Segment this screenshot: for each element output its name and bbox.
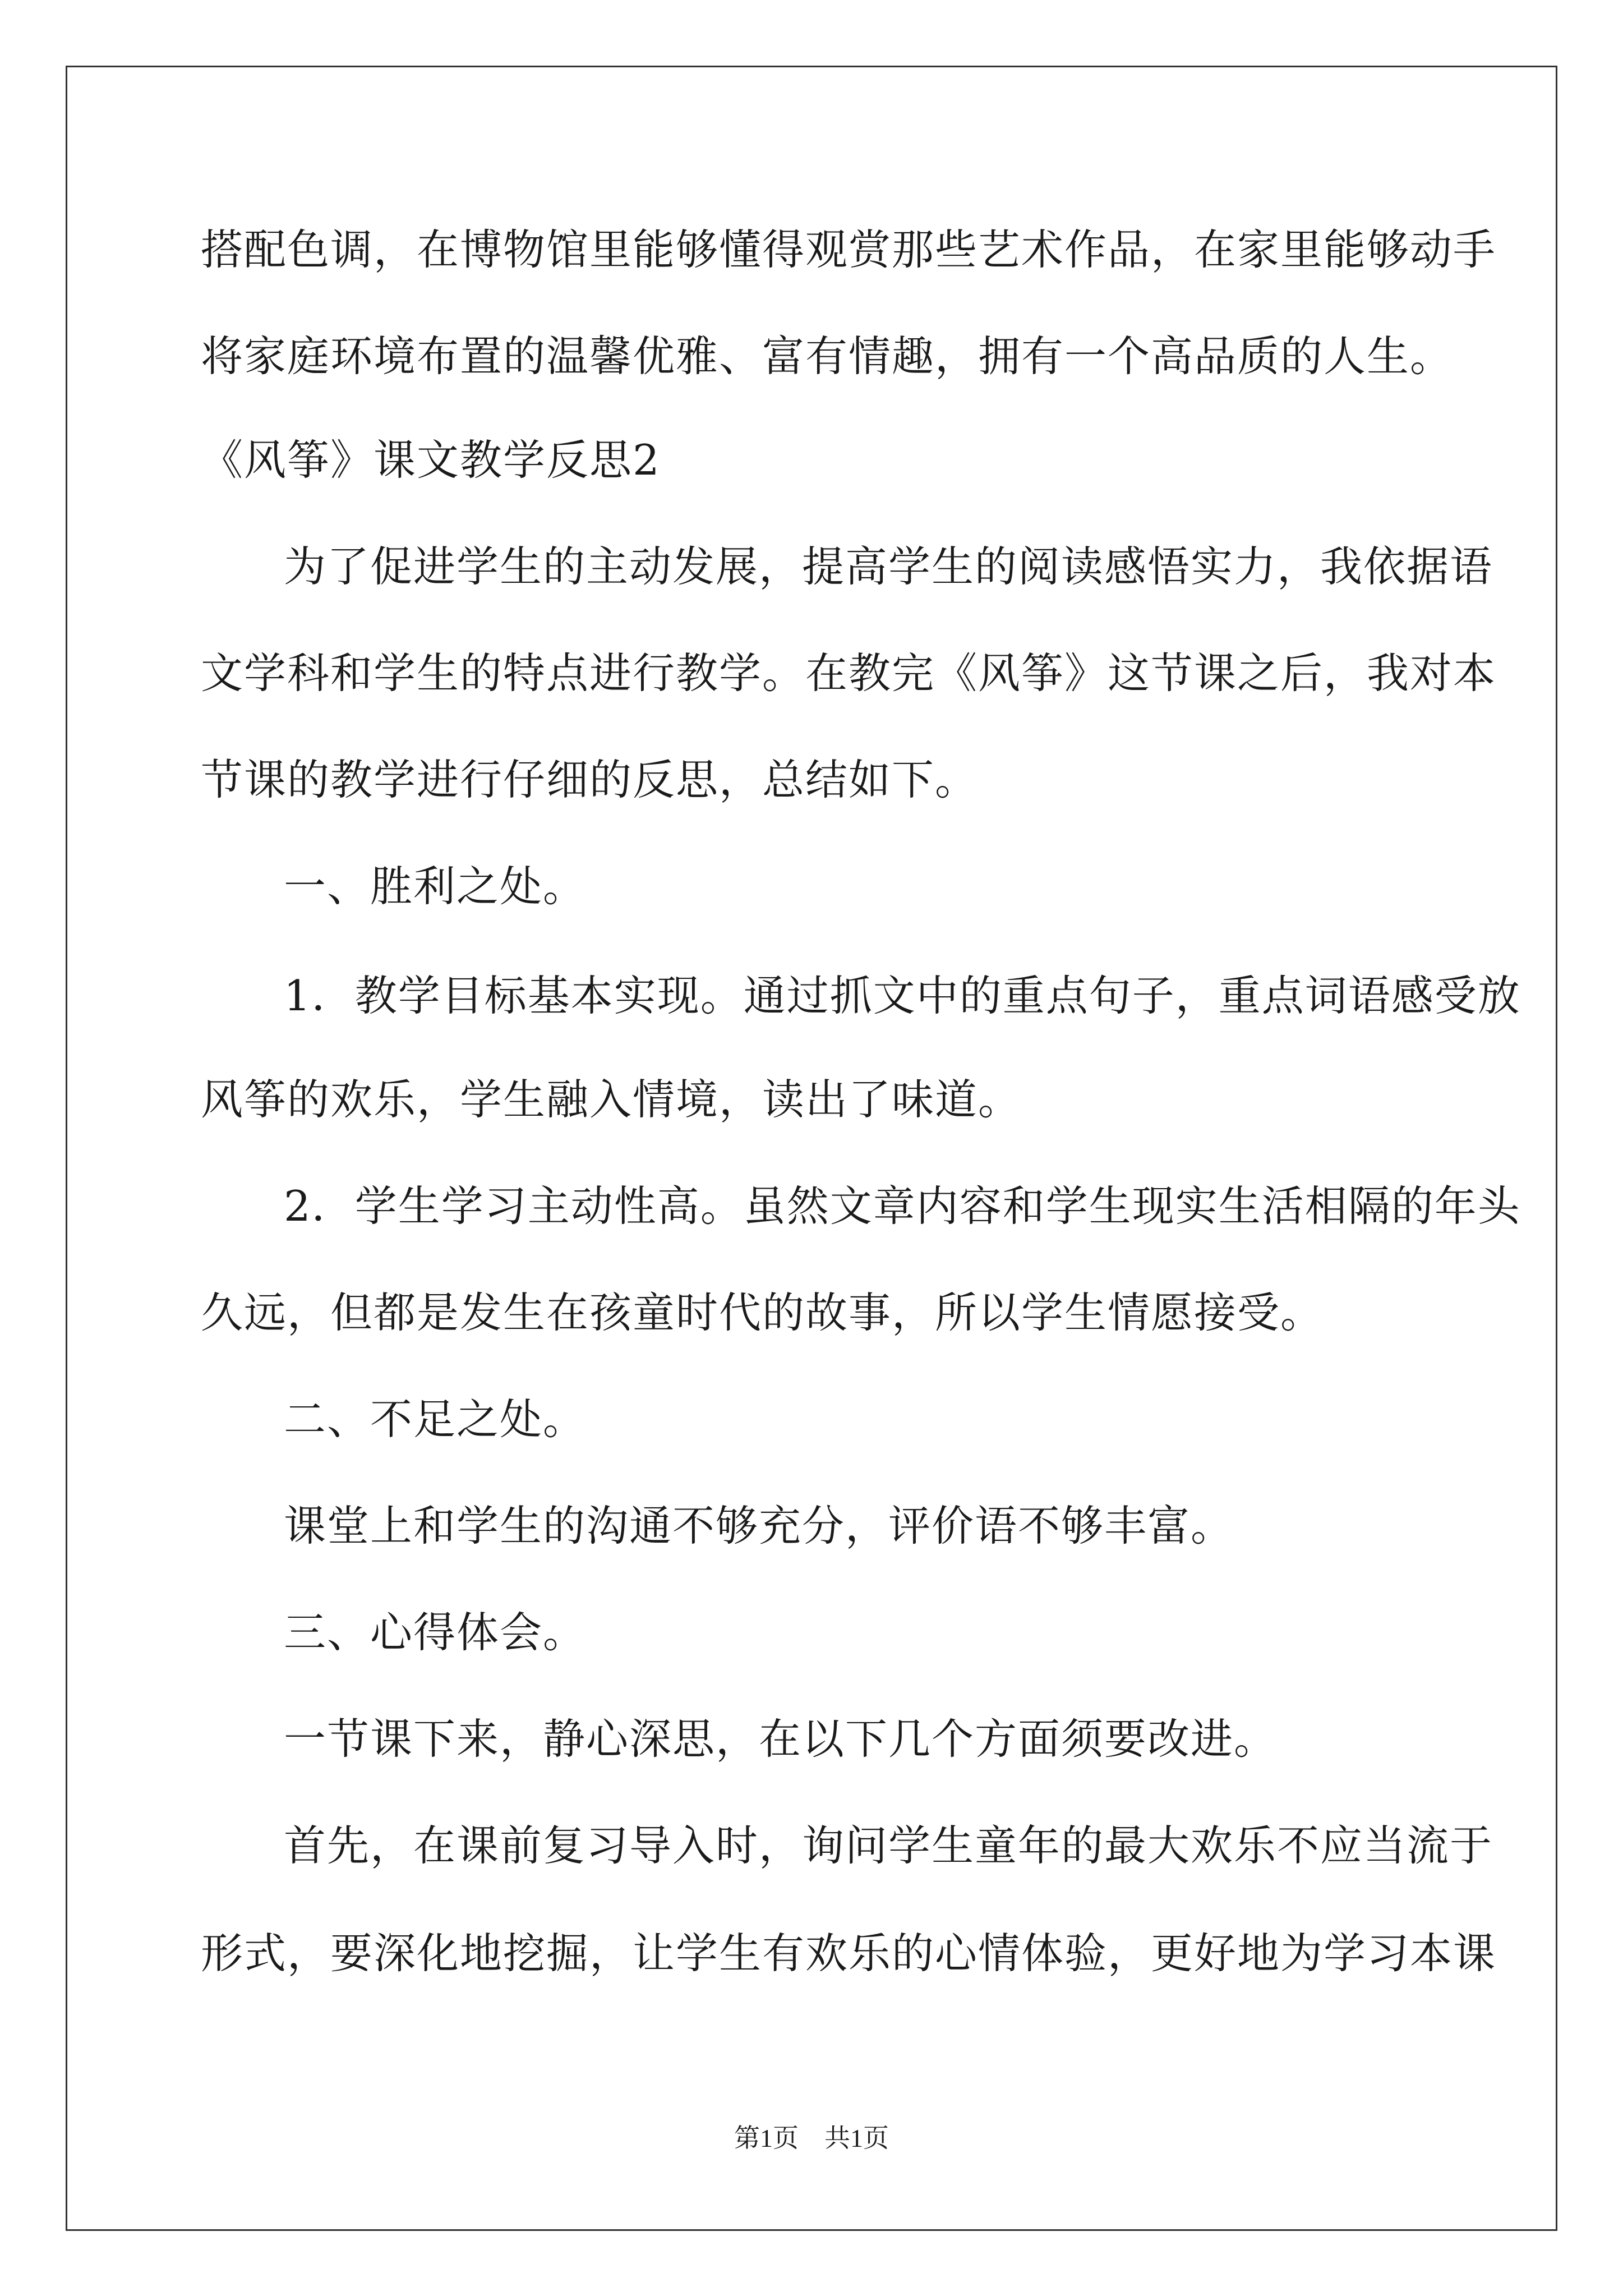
body-line: 节课的教学进行仔细的反思，总结如下。 [201,755,979,804]
body-line: 2．学生学习主动性高。虽然文章内容和学生现实生活相隔的年头 [284,1181,1521,1231]
page-number-footer: 第1页 共1页 [734,2124,889,2152]
body-line: 形式，要深化地挖掘，让学生有欢乐的心情体验，更好地为学习本课 [201,1929,1497,1978]
body-line: 久远，但都是发生在孩童时代的故事，所以学生情愿接受。 [201,1288,1324,1337]
subheading: 三、心得体会。 [284,1608,587,1657]
section-title: 《风筝》课文教学反思2 [201,435,661,485]
body-line: 1．教学目标基本实现。通过抓文中的重点句子，重点词语感受放 [284,971,1521,1020]
subheading: 一、胜利之处。 [284,862,587,911]
body-line: 风筝的欢乐，学生融入情境，读出了味道。 [201,1075,1022,1124]
page-border [66,66,1557,2231]
body-line: 文学科和学生的特点进行教学。在教完《风筝》这节课之后，我对本 [201,648,1497,698]
body-line: 一节课下来，静心深思，在以下几个方面须要改进。 [284,1714,1278,1764]
body-line: 搭配色调，在博物馆里能够懂得观赏那些艺术作品，在家里能够动手 [201,225,1497,274]
body-line: 课堂上和学生的沟通不够充分，评价语不够丰富。 [284,1501,1234,1550]
body-line: 为了促进学生的主动发展，提高学生的阅读感悟实力，我依据语 [284,542,1493,591]
subheading: 二、不足之处。 [284,1395,587,1444]
body-line: 首先，在课前复习导入时，询问学生童年的最大欢乐不应当流于 [284,1821,1493,1870]
body-line: 将家庭环境布置的温馨优雅、富有情趣，拥有一个高品质的人生。 [201,332,1454,381]
